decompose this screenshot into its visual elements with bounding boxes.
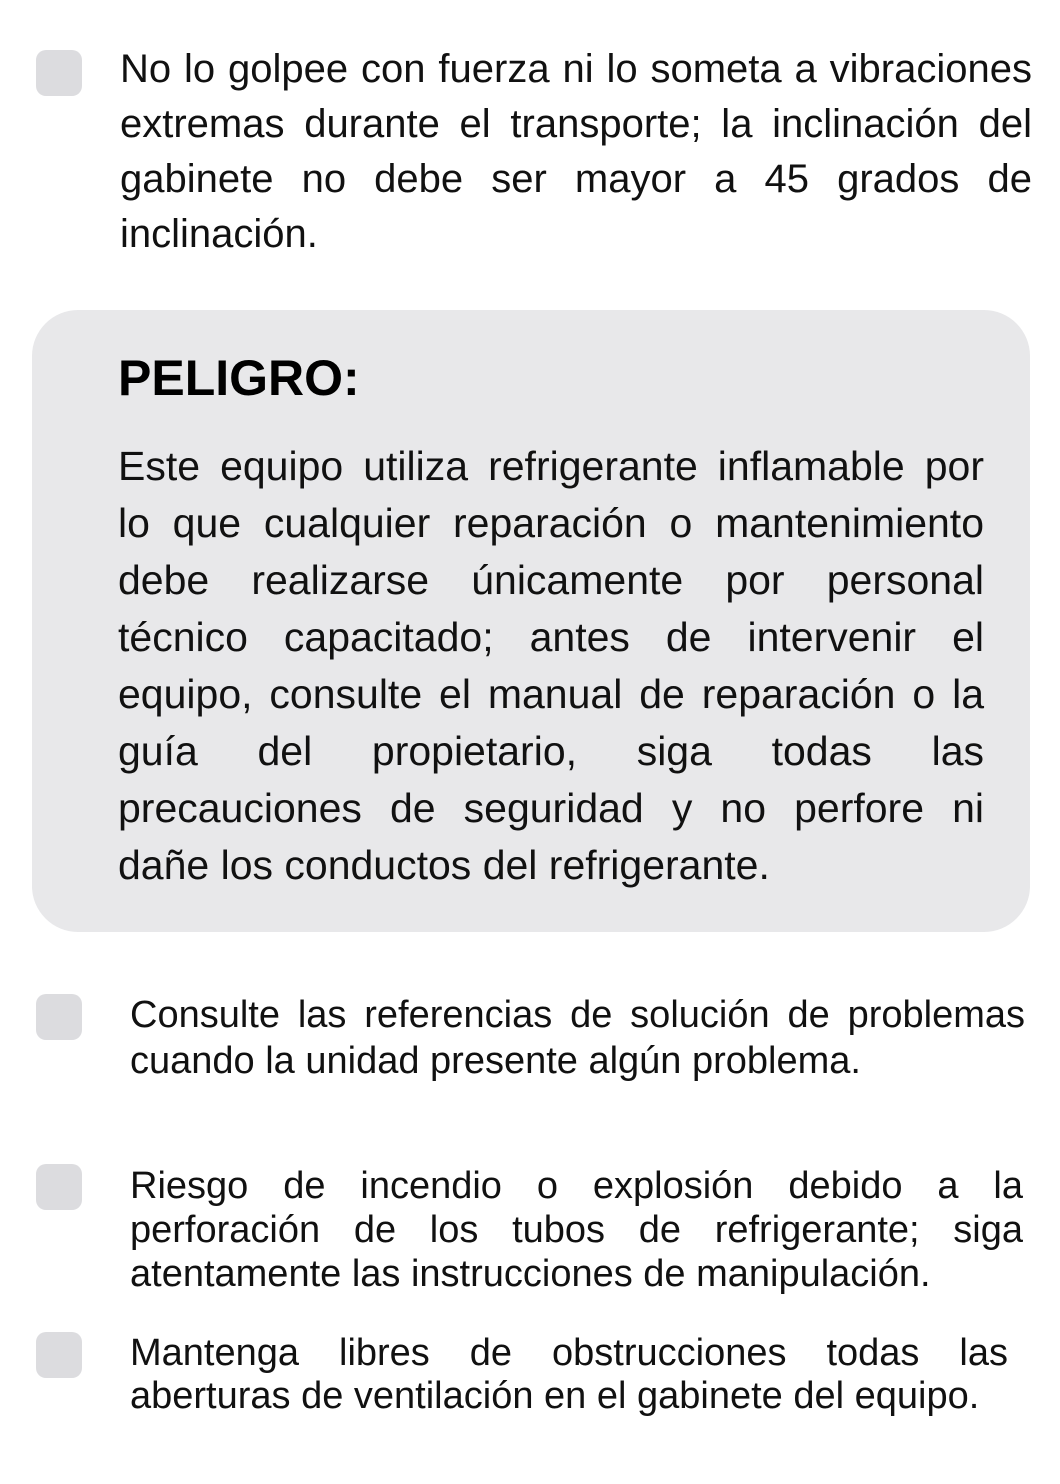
bullet-box-icon: [36, 994, 82, 1040]
danger-panel: [32, 310, 1030, 932]
list-item-text: Riesgo de incendio o explosión debido a la perforación de los tubos de refrigerante; siga atentamente las instrucciones de manipulación.: [130, 1165, 1023, 1295]
list-item: [0, 0, 1060, 270]
list-item-text: Mantenga libres de obstrucciones todas las aberturas de ventilación en el gabinete del equipo.: [130, 1332, 1008, 1417]
list-item-text: No lo golpee con fuerza ni lo someta a vibraciones extremas durante el transporte; la inclinación del gabinete no debe ser mayor a 45 grados de inclinación.: [120, 47, 1032, 256]
danger-title: PELIGRO:: [118, 350, 360, 406]
danger-body: Este equipo utiliza refrigerante inflamable por lo que cualquier reparación o mantenimiento debe realizarse únicamente por personal técnico capacitado; antes de intervenir el equipo, consulte el manual de reparación o la guía del propietario, siga todas las precauciones de seguridad y no perfore ni dañe los conductos del refrigerante.: [118, 443, 984, 888]
list-item: [0, 1322, 1060, 1472]
list-item-text: Consulte las referencias de solución de problemas cuando la unidad presente algún problema.: [130, 994, 1025, 1082]
bullet-box-icon: [36, 1164, 82, 1210]
bullet-box-icon: [36, 1332, 82, 1378]
list-item: [0, 1152, 1060, 1302]
list-item: [0, 980, 1060, 1130]
bullet-box-icon: [36, 50, 82, 96]
